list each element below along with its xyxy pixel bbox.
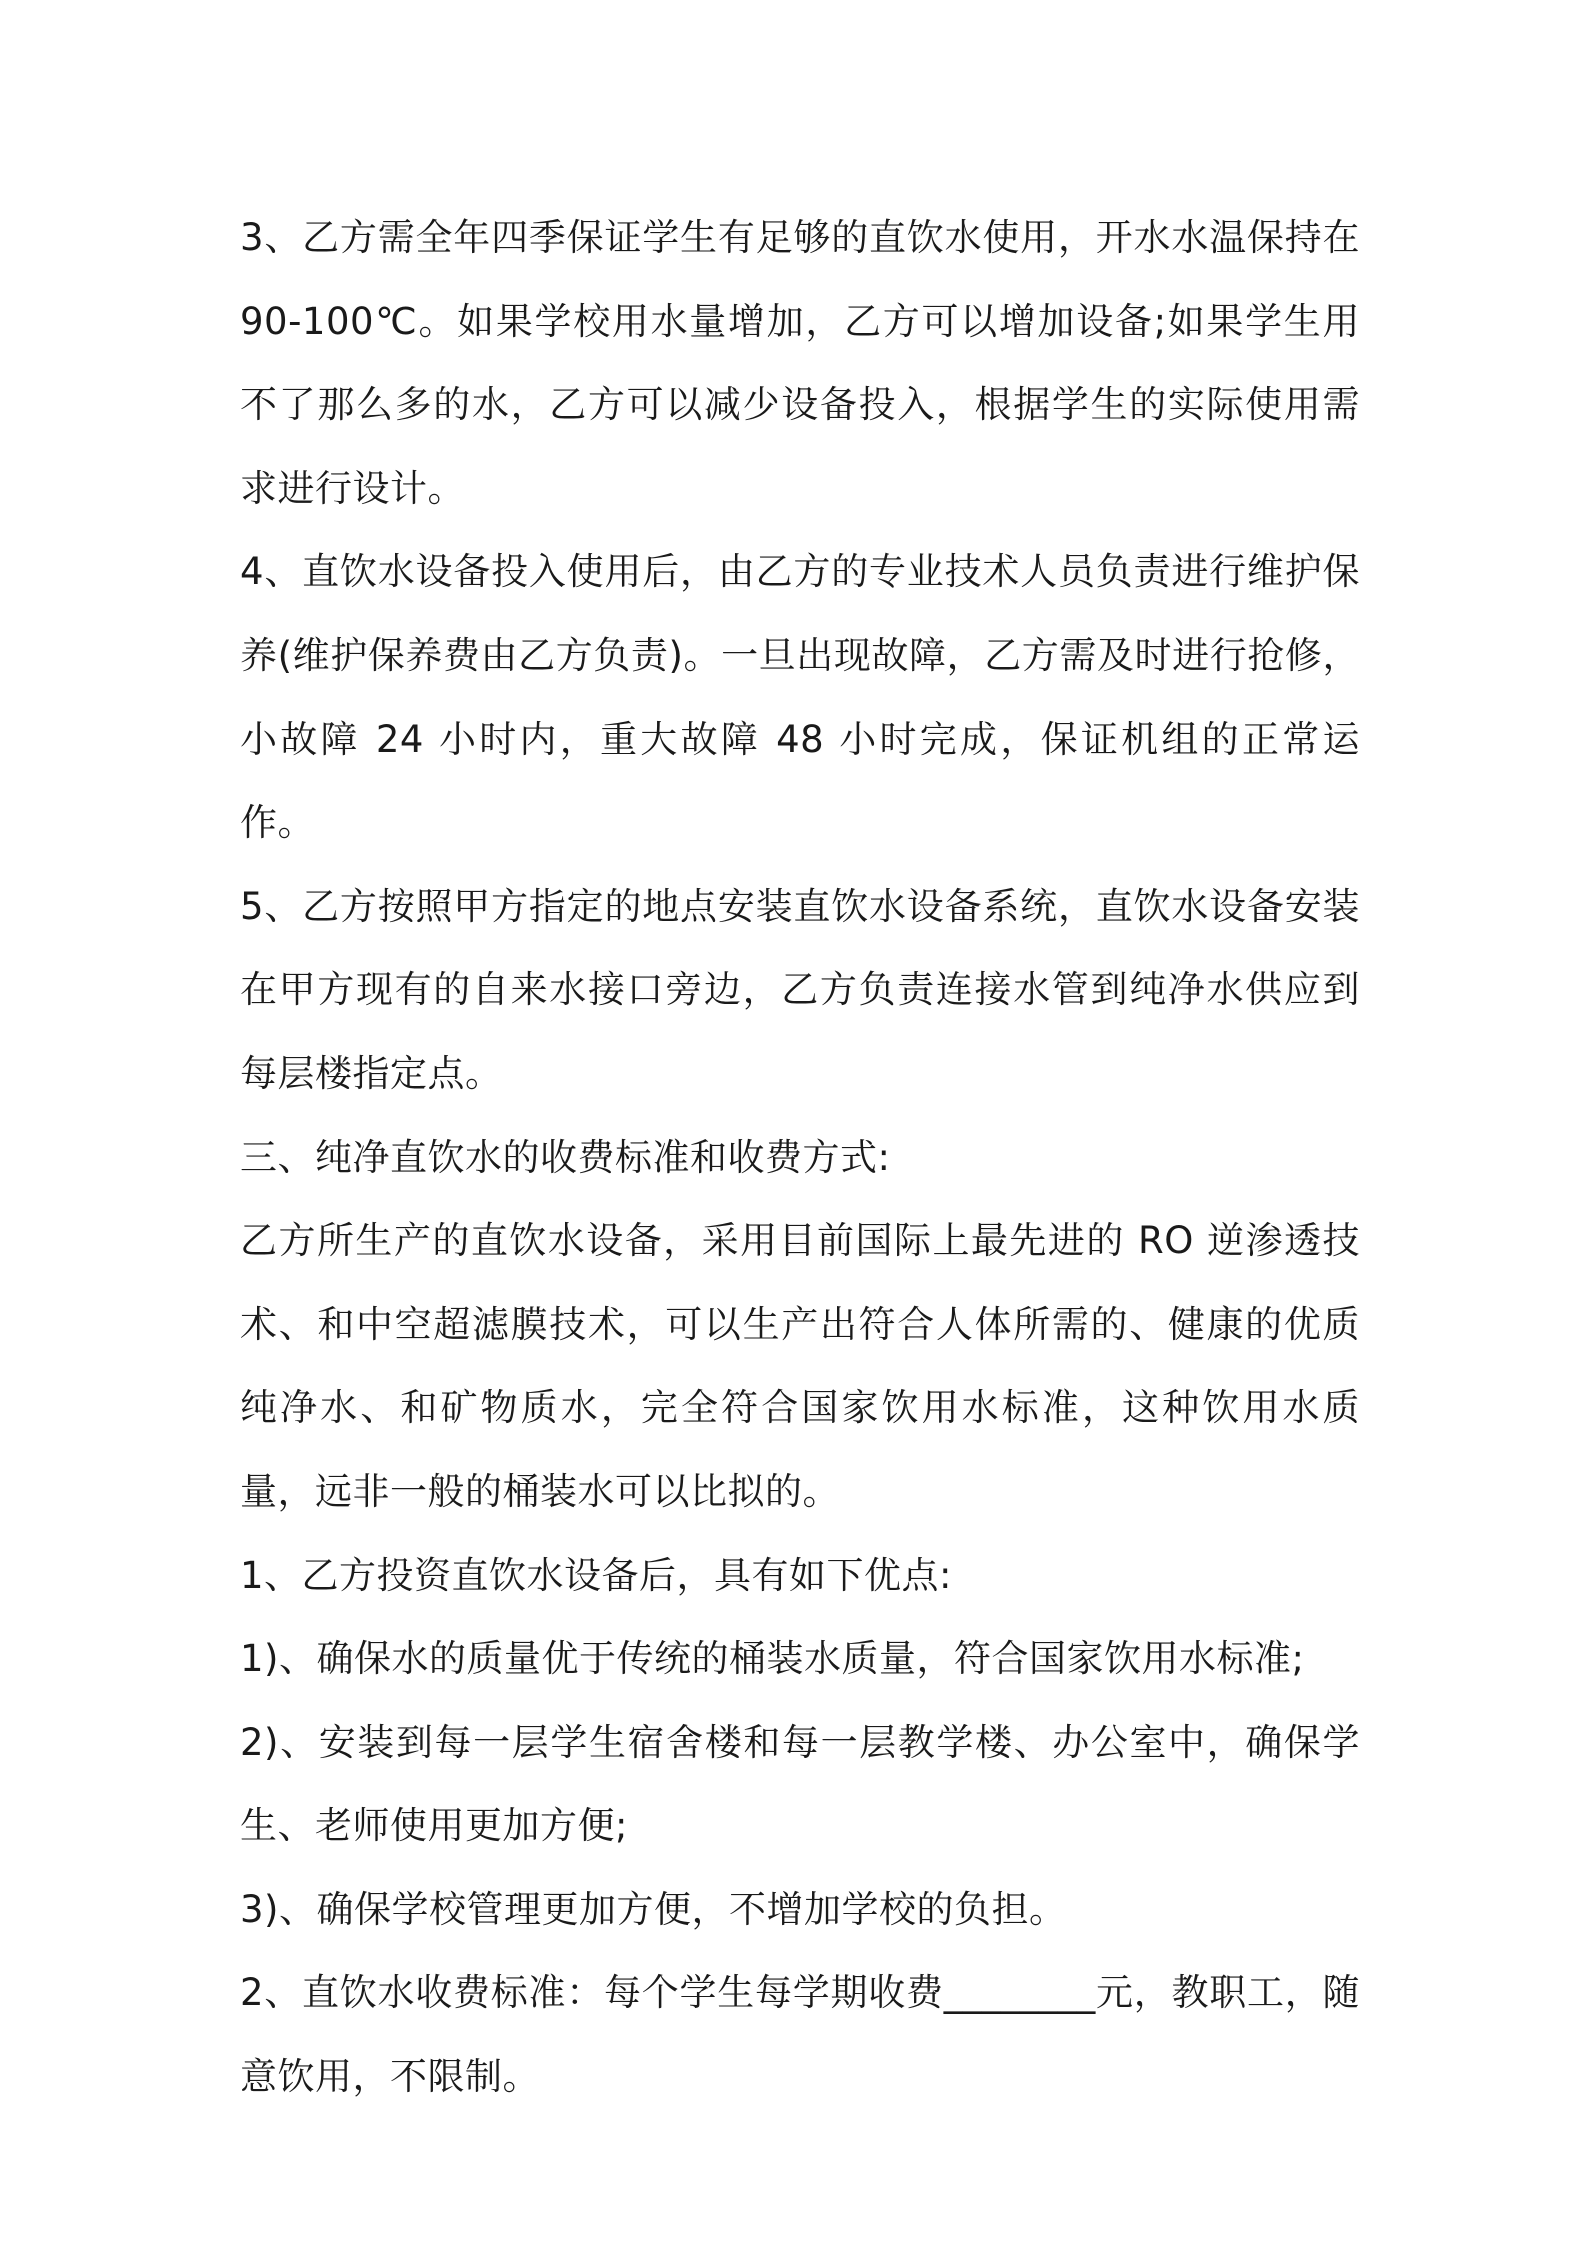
- paragraph-fee-standard: 2、直饮水收费标准：每个学生每学期收费________元，教职工，随意饮用，不限制。: [240, 1971, 1360, 2099]
- section-heading-fees: 三、纯净直饮水的收费标准和收费方式:: [240, 1135, 891, 1179]
- paragraph-item-3-water-supply: 3、乙方需全年四季保证学生有足够的直饮水使用，开水水温保持在90-100℃。如果学校用水量增加，乙方可以增加设备;如果学生用不了那么多的水，乙方可以减少设备投入，根据学生的实际使用需求进行设计。: [240, 216, 1360, 510]
- paragraph-item-4-maintenance: 4、直饮水设备投入使用后，由乙方的专业技术人员负责进行维护保养(维护保养费由乙方负责)。一旦出现故障，乙方需及时进行抢修，小故障 24 小时内，重大故障 48 小时完成，保证机组的正常运作。: [240, 550, 1360, 845]
- paragraph-advantages-intro: 1、乙方投资直饮水设备后，具有如下优点:: [240, 1553, 953, 1597]
- list-item-advantage-2: 2)、安装到每一层学生宿舍楼和每一层教学楼、办公室中，确保学生、老师使用更加方便;: [240, 1720, 1360, 1848]
- paragraph-item-5-installation: 5、乙方按照甲方指定的地点安装直饮水设备系统，直饮水设备安装在甲方现有的自来水接口旁边，乙方负责连接水管到纯净水供应到每层楼指定点。: [240, 884, 1360, 1095]
- list-item-advantage-1: 1)、确保水的质量优于传统的桶装水质量，符合国家饮用水标准;: [240, 1637, 1305, 1681]
- list-item-advantage-3: 3)、确保学校管理更加方便，不增加学校的负担。: [240, 1887, 1067, 1931]
- paragraph-equipment-technology: 乙方所生产的直饮水设备，采用目前国际上最先进的 RO 逆渗透技术、和中空超滤膜技术，可以生产出符合人体所需的、健康的优质纯净水、和矿物质水，完全符合国家饮用水标准，这种饮用水质量，远非一般的桶装水可以比拟的。: [240, 1219, 1360, 1513]
- document-body: [240, 196, 1360, 2119]
